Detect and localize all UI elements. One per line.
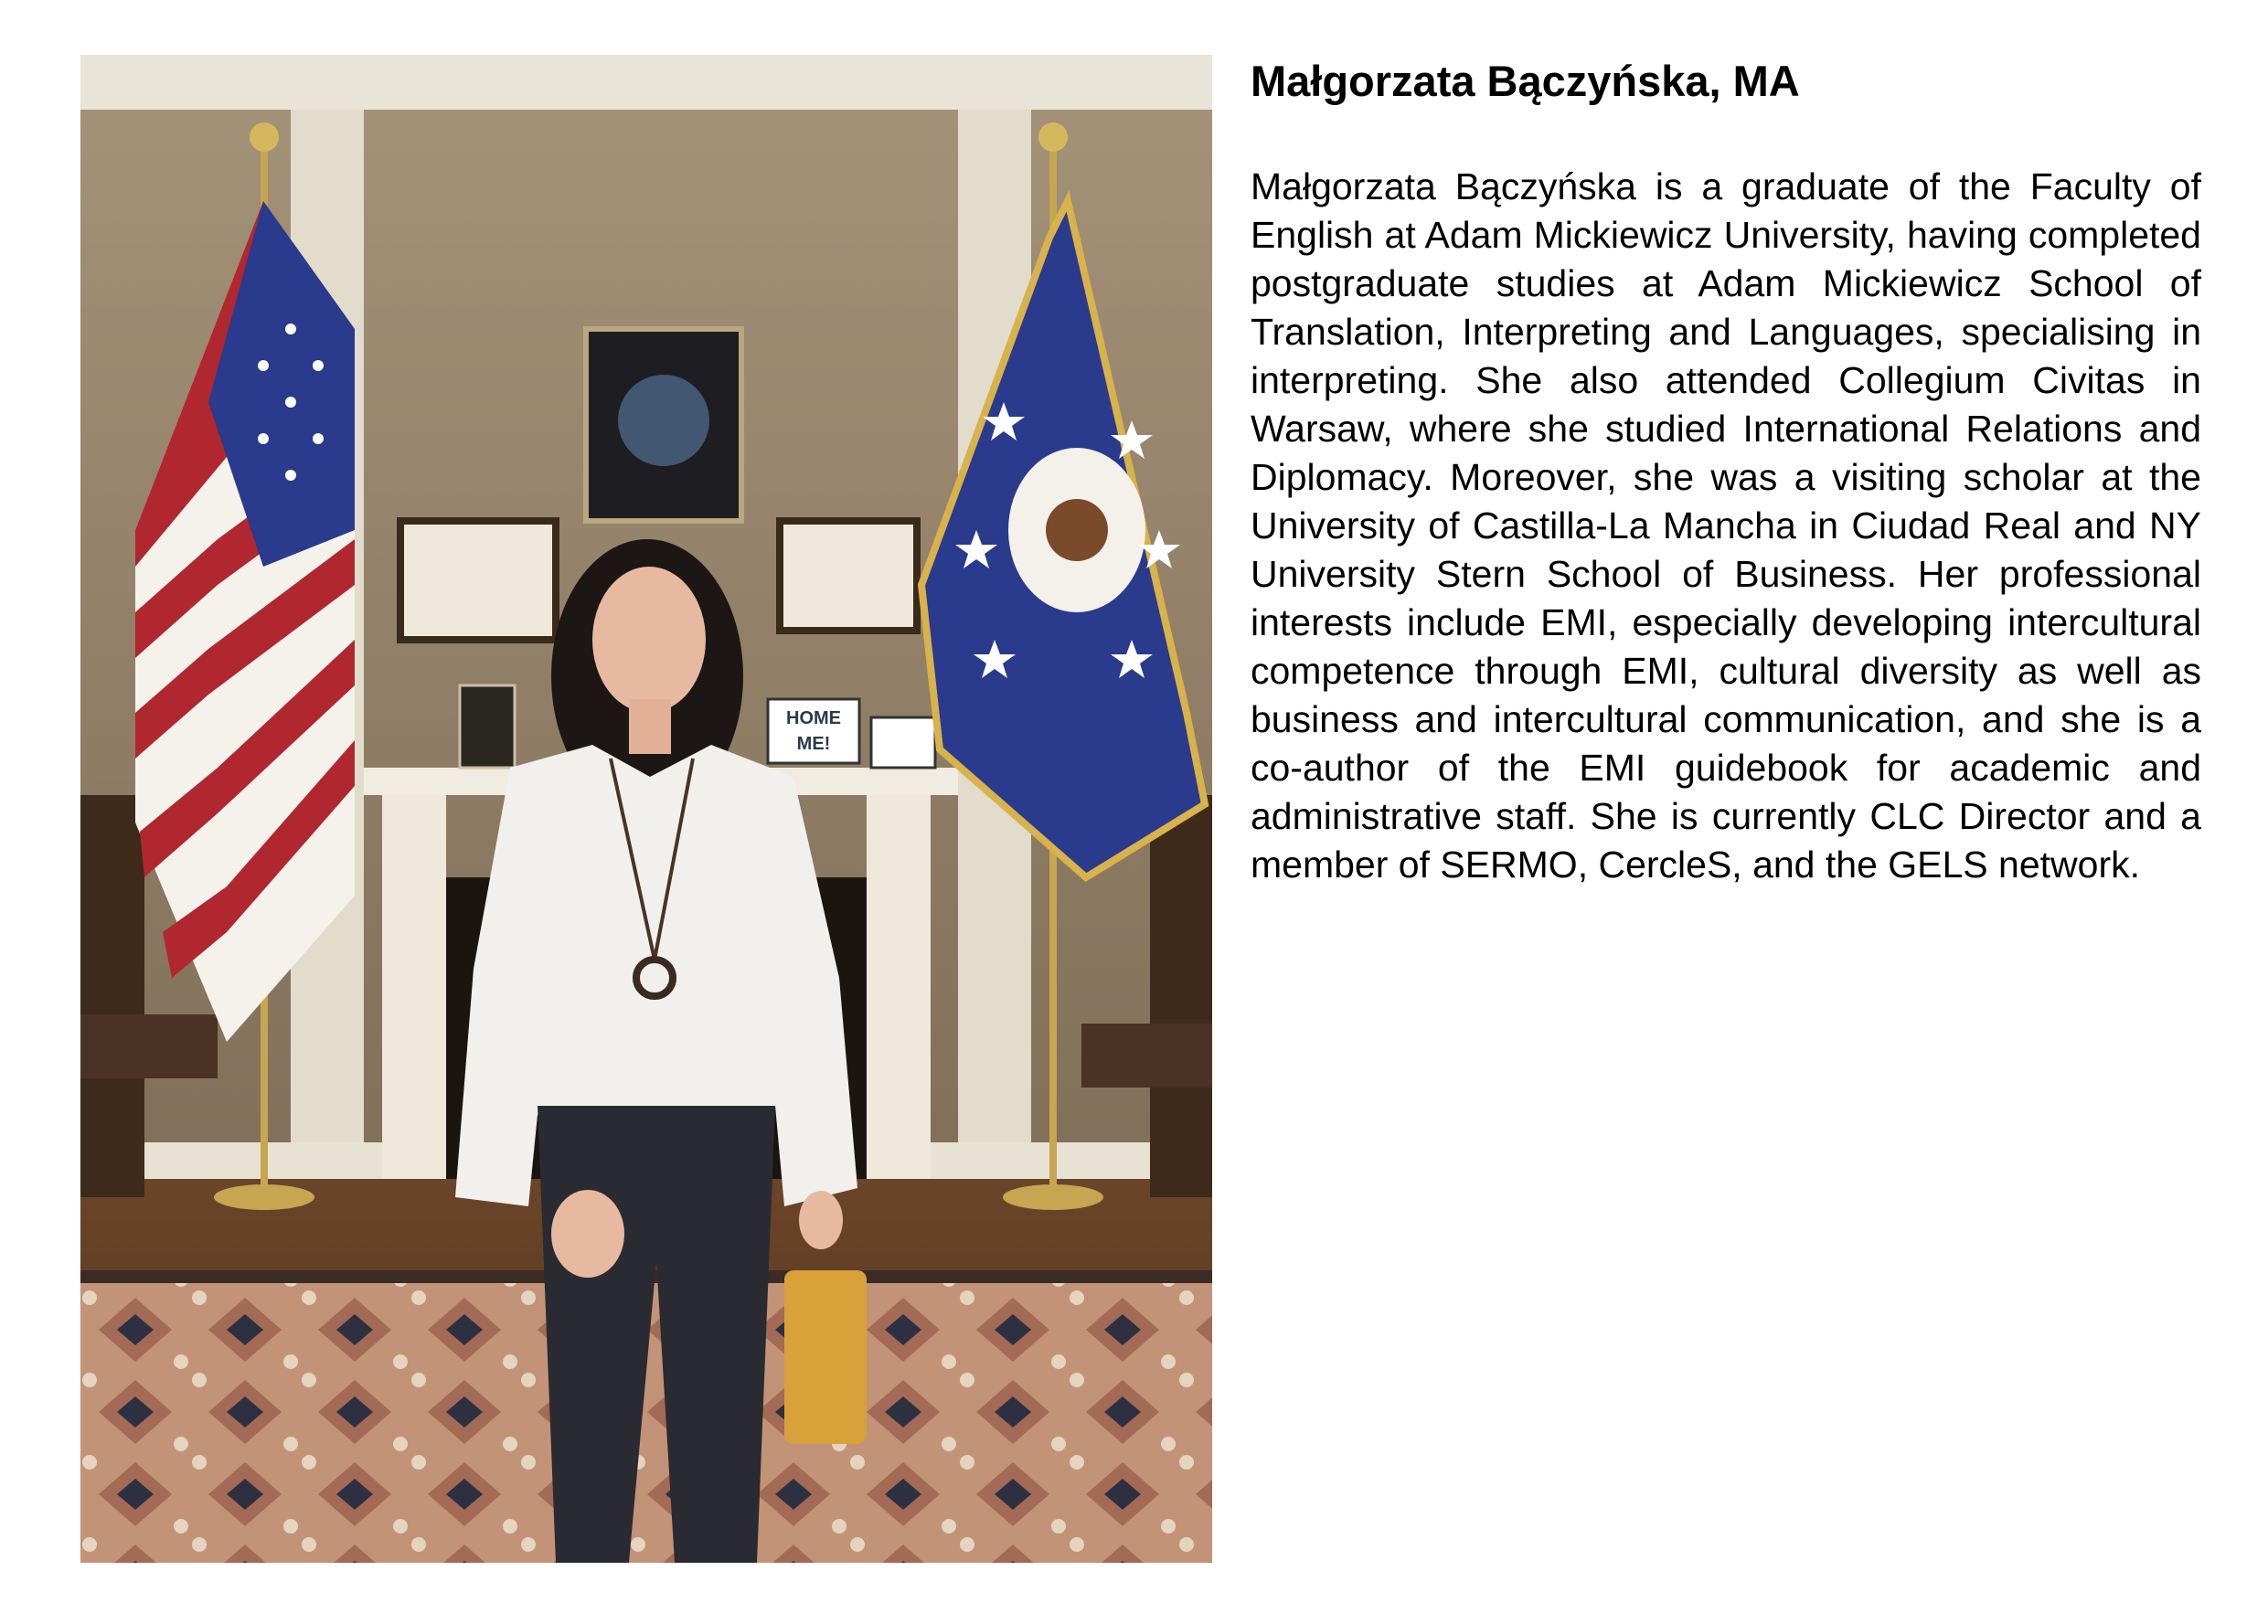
biography-text: Małgorzata Bączyńska is a graduate of the Faculty of English at Adam Mickiewicz University, having completed postgraduate studies at Adam Mickiewicz School of Translation, Interpreting and Languages, specialising in interpreting. She also attended Collegium Civitas in Warsaw, where she studied International Relations and Diplomacy. Moreover, she was a visiting scholar at the University of Castilla-La Mancha in Ciudad Real and NY University Stern School of Business. Her professional interests include EMI, especially developing intercultural competence through EMI, cultural diversity as well as business and intercultural communication, and she is a co-author of the EMI guidebook for academic and administrative staff. She is currently CLC Director and a member of SERMO, CercleS, and the GELS network. (1251, 165, 2201, 886)
portrait-photo (80, 55, 1212, 1563)
portrait-photo-icon (80, 55, 1212, 1563)
sign-text-line1: HOME (786, 708, 841, 728)
sign-text-line2: ME! (796, 734, 831, 754)
biography-section (1251, 51, 2201, 889)
person-name-title: Małgorzata Bączyńska, MA (1251, 57, 1800, 105)
